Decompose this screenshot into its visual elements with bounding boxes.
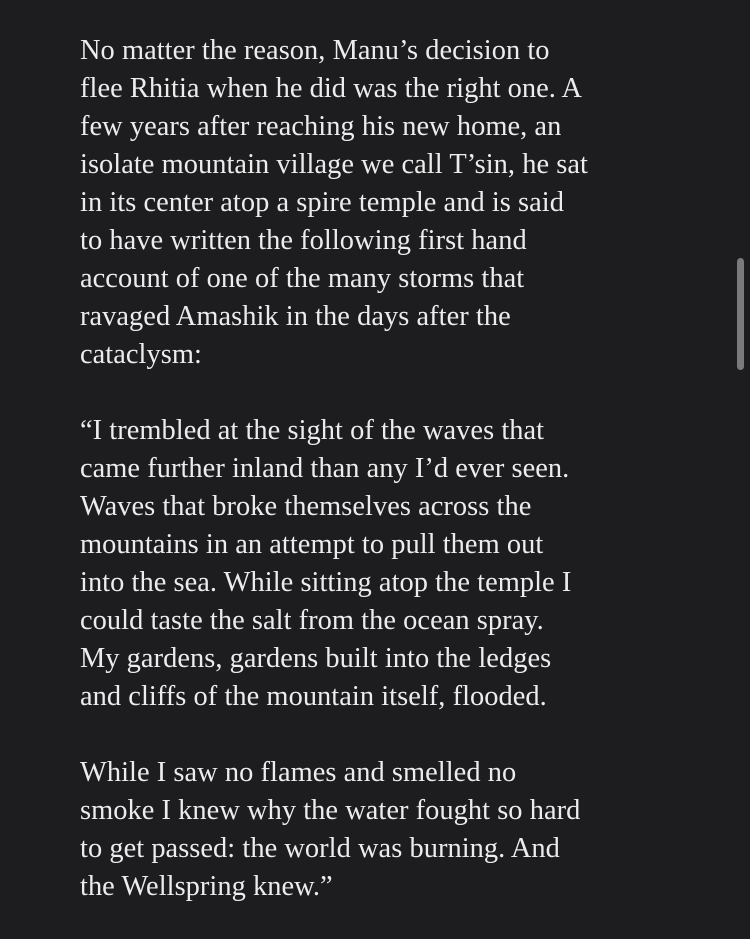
- text-line: mountains in an attempt to pull them out: [80, 529, 544, 560]
- paragraph-quote-part-1: [80, 412, 680, 716]
- text-line: Waves that broke themselves across the: [80, 491, 532, 522]
- article-body: [80, 32, 680, 906]
- text-line: isolate mountain village we call T’sin, he sat: [80, 149, 588, 180]
- text-line: cataclysm:: [80, 339, 202, 370]
- text-line: smoke I knew why the water fought so hard: [80, 795, 581, 826]
- text-line: came further inland than any I’d ever seen.: [80, 453, 570, 484]
- text-line: and cliffs of the mountain itself, flooded.: [80, 681, 547, 712]
- text-line: into the sea. While sitting atop the temple I: [80, 567, 572, 598]
- vertical-scrollbar[interactable]: [737, 258, 744, 370]
- text-line: to get passed: the world was burning. And: [80, 833, 560, 864]
- paragraph-spacer: [80, 716, 680, 754]
- text-line: few years after reaching his new home, an: [80, 111, 562, 142]
- text-line: No matter the reason, Manu’s decision to: [80, 35, 550, 66]
- text-line: While I saw no flames and smelled no: [80, 757, 517, 788]
- paragraph-spacer: [80, 374, 680, 412]
- text-line: could taste the salt from the ocean spray.: [80, 605, 544, 636]
- text-line: account of one of the many storms that: [80, 263, 525, 294]
- text-line: My gardens, gardens built into the ledges: [80, 643, 552, 674]
- text-line: the Wellspring knew.”: [80, 871, 333, 902]
- text-line: “I trembled at the sight of the waves that: [80, 415, 545, 446]
- paragraph-intro: [80, 32, 680, 374]
- paragraph-quote-part-2: [80, 754, 680, 906]
- text-line: ravaged Amashik in the days after the: [80, 301, 511, 332]
- text-line: to have written the following first hand: [80, 225, 527, 256]
- text-line: flee Rhitia when he did was the right one. A: [80, 73, 583, 104]
- text-line: in its center atop a spire temple and is said: [80, 187, 564, 218]
